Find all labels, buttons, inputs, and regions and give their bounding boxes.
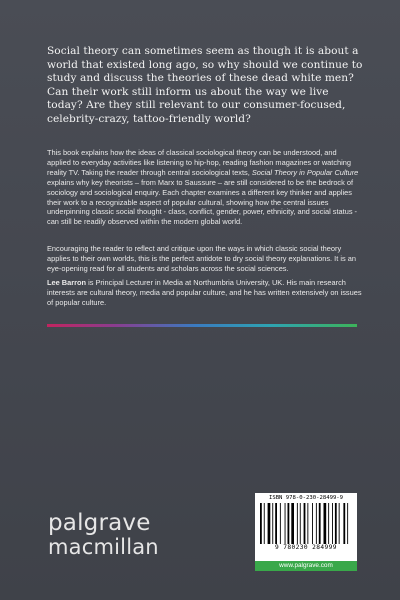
barcode-bar <box>288 503 290 544</box>
author-name: Lee Barron <box>47 278 87 287</box>
publisher-logo-line2: macmillan <box>48 535 159 559</box>
barcode-bar <box>339 503 340 544</box>
author-bio-paragraph <box>47 278 362 308</box>
barcode-bar <box>268 503 271 544</box>
barcode-bar <box>260 503 262 544</box>
barcode-bar <box>272 503 273 544</box>
barcode-bar <box>280 503 281 544</box>
barcode-bar <box>291 503 294 544</box>
barcode-bar <box>297 503 298 544</box>
barcode-bar <box>343 503 345 544</box>
barcode-bar <box>335 503 337 544</box>
encouragement-paragraph: Encouraging the reader to reflect and critique upon the ways in which classic social theory applies to their own worlds, this is the perfect antidote to dry social theory explanations. It is an eye-opening read for all students and scholars across the social sciences. <box>47 244 356 273</box>
barcode-bar <box>332 503 333 544</box>
publisher-logo-line1: palgrave <box>48 510 151 536</box>
barcode-bar <box>316 503 317 544</box>
barcode-icon <box>260 503 352 544</box>
website-strip[interactable]: www.palgrave.com <box>255 561 357 571</box>
isbn-text: ISBN 978-0-230-28499-9 <box>268 495 344 501</box>
description-paragraph <box>47 148 362 227</box>
barcode-bar <box>285 503 286 544</box>
author-bio: is Principal Lecturer in Media at Northumbria University, UK. His main research interests are cultural theory, media and popular culture, and he has written extensively on issues of popular culture. <box>47 278 362 307</box>
barcode-bar <box>328 503 329 544</box>
book-title-inline: Social Theory in Popular Culture <box>251 167 359 177</box>
barcode-bar <box>264 503 265 544</box>
barcode-bar <box>307 503 308 544</box>
lead-paragraph: Social theory can sometimes seem as though it is about a world that existed long ago, so why should we continue to study and discuss the theories of these dead white men? Can their work still inform us about the way we live today? Are they still relevant to our consumer-focused, celebrity-crazy, tattoo-friendly world? <box>47 45 363 125</box>
barcode-bar <box>347 503 348 544</box>
color-gradient-rule <box>47 324 357 327</box>
barcode-bar <box>275 503 277 544</box>
barcode-bar <box>304 503 306 544</box>
publisher-logo <box>48 511 159 559</box>
barcode-digits: 9 780230 284999 <box>275 544 337 551</box>
barcode-panel <box>255 493 357 561</box>
barcode-bar <box>312 503 313 544</box>
barcode-bar <box>319 503 321 544</box>
description-text-1: This book explains how the ideas of classical sociological theory can be understood, and applied to everyday activities like listening to hip-hop, reading fashion magazines or watching reality TV. Taking the reader through central sociological texts, <box>47 148 352 177</box>
description-text-2: explains why key theorists – from Marx to Saussure – are still considered to be the bedrock of sociology and sociological enquiry. Each chapter examines a different key thinker and applies their work to a recognizable aspect of popular cultural, showing how the central issues underpinning classic social thought - class, conflict, gender, power, ethnicity, and social status - can still be readily observed within the modern global world. <box>47 177 358 227</box>
barcode-bar <box>300 503 301 544</box>
barcode-bar <box>324 503 327 544</box>
